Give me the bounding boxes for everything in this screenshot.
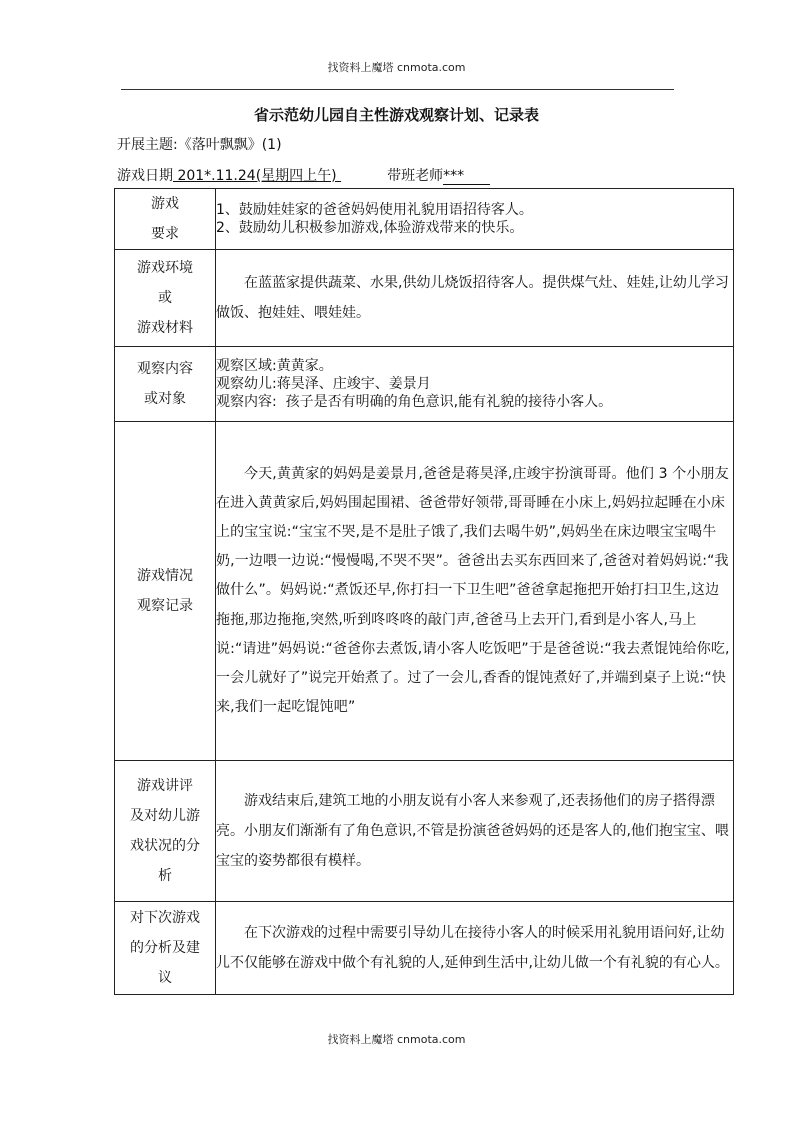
game-review-cell — [216, 761, 734, 902]
requirement-item: 2、鼓励幼儿积极参加游戏,体验游戏带来的快乐。 — [216, 220, 524, 236]
review-text: 游戏结束后,建筑工地的小朋友说有小客人来参观了,还表扬他们的房子搭得漂亮。小朋友们渐渐有了角色意识,不管是扮演爸爸妈妈的还是客人的,他们抱宝宝、喂宝宝的姿势都很有模样。 — [216, 793, 729, 869]
requirement-item: 1、鼓励娃娃家的爸爸妈妈使用礼貌用语招待客人。 — [216, 202, 533, 218]
suggestions-text: 在下次游戏的过程中需要引导幼儿在接待小客人的时候采用礼貌用语问好,让幼儿不仅能够在游戏中做个有礼貌的人,延伸到生活中,让幼儿做一个有礼貌的有心人。 — [216, 925, 729, 971]
table-row — [115, 761, 734, 902]
page-header: 找资料上魔塔 cnmota.com — [327, 61, 466, 74]
row-label-game-materials: 游戏环境 或 游戏材料 — [115, 250, 216, 347]
materials-text: 在蓝蓝家提供蔬菜、水果,供幼儿烧饭招待客人。提供煤气灶、娃娃,让幼儿学习做饭、抱娃娃、喂娃娃。 — [216, 275, 729, 321]
observation-area: 观察区域:黄黄家。 — [216, 358, 333, 374]
row-label-next-suggestions: 对下次游戏 的分析及建 议 — [115, 902, 216, 995]
teacher-label: 带班老师 — [387, 168, 444, 184]
page-footer: 找资料上魔塔 cnmota.com — [327, 1033, 466, 1046]
document-title: 省示范幼儿园自主性游戏观察计划、记录表 — [253, 106, 539, 124]
table-row — [115, 347, 734, 422]
observation-children: 观察幼儿:蒋昊泽、庄竣宇、姜景月 — [216, 376, 431, 392]
table-row — [115, 422, 734, 761]
observation-narrative: 今天,黄黄家的妈妈是姜景月,爸爸是蒋昊泽,庄竣宇扮演哥哥。他们 3 个小朋友在进入黄黄家后,妈妈围起围裙、爸爸带好领带,哥哥睡在小床上,妈妈拉起睡在小床上的宝宝说:“宝宝不哭,是不是肚子饿了,我们去喝牛奶”,妈妈坐在床边喂宝宝喝牛奶,一边喂一边说:“慢慢喝,不哭不哭”。爸爸出去买东西回来了,爸爸对着妈妈说:“我做什么”。妈妈说:“煮饭还早,你打扫一下卫生吧”爸爸拿起拖把开始打扫卫生,这边拖拖,那边拖拖,突然,听到咚咚咚的敲门声,爸爸马上去开门,看到是小客人,马上说:“请进”妈妈说:“爸爸你去煮饭,请小客人吃饭吧”于是爸爸说:“我去煮馄饨给你吃,一会儿就好了”说完开始煮了。过了一会儿,香香的馄饨煮好了,并端到桌子上说:“快来,我们一起吃馄饨吧” — [216, 465, 730, 716]
game-materials-cell — [216, 250, 734, 347]
observation-record-cell — [216, 422, 734, 761]
row-label-observation-target: 观察内容 或对象 — [115, 347, 216, 422]
observation-focus: 观察内容: 孩子是否有明确的角色意识,能有礼貌的接待小客人。 — [216, 394, 613, 410]
row-label-observation-record: 游戏情况 观察记录 — [115, 422, 216, 761]
date-value: 201*.11.24(星期四上午) — [173, 168, 342, 184]
header-divider — [121, 89, 674, 90]
observation-record-table — [114, 188, 734, 995]
table-row — [115, 189, 734, 250]
table-row — [115, 250, 734, 347]
next-suggestions-cell — [216, 902, 734, 995]
row-label-game-review: 游戏讲评 及对幼儿游 戏状况的分 析 — [115, 761, 216, 902]
table-row — [115, 902, 734, 995]
date-teacher-line — [117, 165, 490, 185]
teacher-value: *** — [443, 168, 490, 185]
date-label: 游戏日期 — [117, 168, 173, 184]
theme-line — [117, 134, 282, 154]
theme-label: 开展主题: — [117, 137, 178, 153]
row-label-game-requirements: 游戏 要求 — [115, 189, 216, 250]
game-requirements-cell — [216, 189, 734, 250]
theme-value: 《落叶飘飘》(1) — [177, 137, 282, 153]
observation-target-cell — [216, 347, 734, 422]
